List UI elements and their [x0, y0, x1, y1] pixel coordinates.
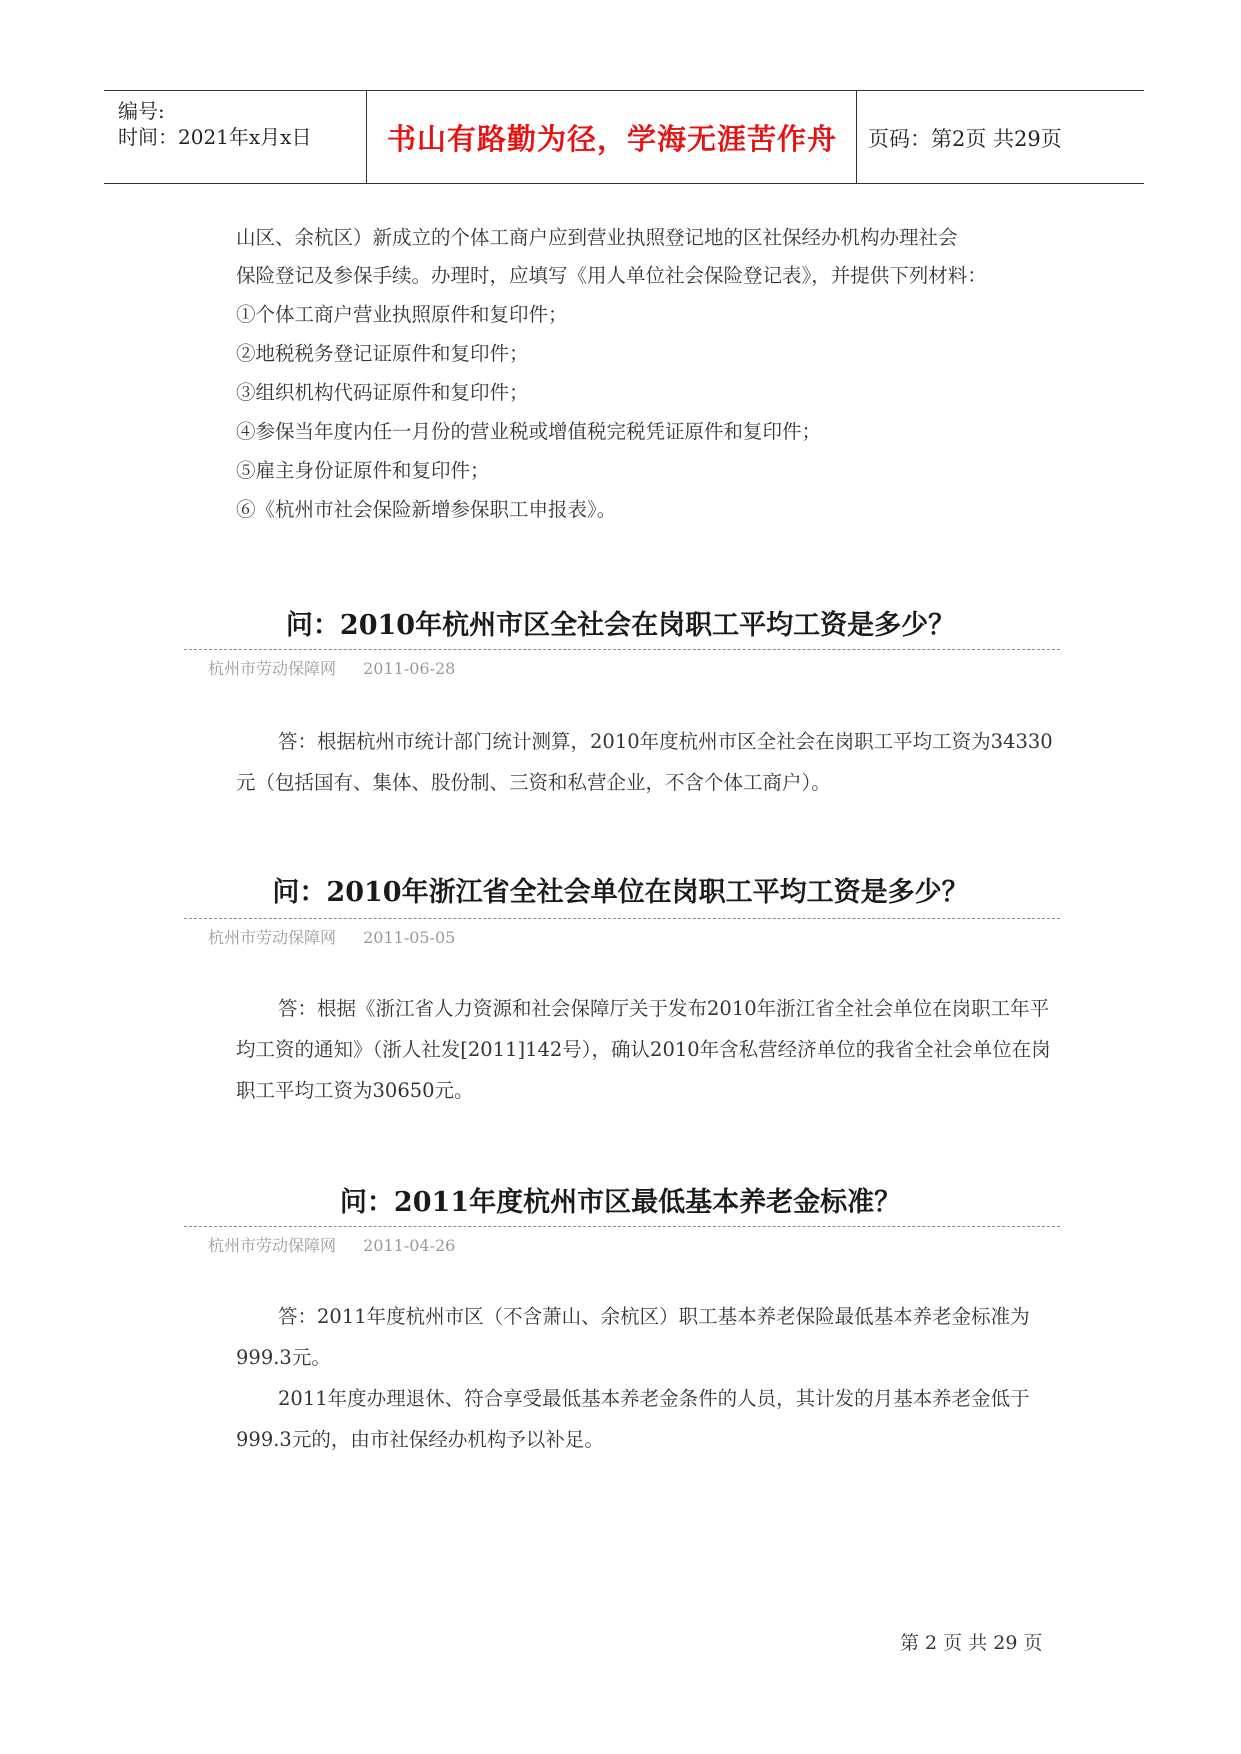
- answer-paragraph: 答：2011年度杭州市区（不含萧山、余杭区）职工基本养老保险最低基本养老金标准为999.3元。: [236, 1305, 1030, 1369]
- dashed-divider: [184, 918, 1060, 919]
- header-motto-cell: [368, 91, 857, 183]
- list-item: ①个体工商户营业执照原件和复印件；: [236, 303, 568, 326]
- header-left-cell: [104, 91, 367, 183]
- question-title: 问：2010年杭州市区全社会在岗职工平均工资是多少？: [285, 610, 956, 641]
- dashed-divider: [184, 1226, 1060, 1227]
- page-footer: 第 2 页 共 29 页: [900, 1632, 1043, 1654]
- answer-paragraph: 2011年度办理退休、符合享受最低基本养老金条件的人员，其计发的月基本养老金低于999.3元的，由市社保经办机构予以补足。: [236, 1387, 1030, 1451]
- question-title: 问：2010年浙江省全社会单位在岗职工平均工资是多少？: [272, 877, 969, 908]
- time-label: 时间：2021年x月x日: [118, 125, 312, 149]
- question-title: 问：2011年度杭州市区最低基本养老金标准？: [339, 1187, 902, 1218]
- article-meta: [208, 925, 455, 948]
- list-item: ③组织机构代码证原件和复印件；: [236, 381, 529, 404]
- publish-date: 2011-05-05: [363, 928, 456, 947]
- motto: 书山有路勤为径，学海无涯苦作舟: [386, 122, 837, 156]
- header-page-info: 页码：第2页 共29页: [868, 127, 1062, 151]
- header-right-cell: [858, 91, 1144, 183]
- intro-line: 保险登记及参保手续。办理时，应填写《用人单位社会保险登记表》，并提供下列材料：: [236, 264, 987, 287]
- intro-line: 山区、余杭区）新成立的个体工商户应到营业执照登记地的区社保经办机构办理社会: [236, 226, 958, 249]
- article-meta: [208, 1233, 455, 1256]
- source-label: 杭州市劳动保障网: [208, 928, 337, 947]
- answer-paragraph: 答：根据《浙江省人力资源和社会保障厅关于发布2010年浙江省全社会单位在岗职工年平均工资的通知》（浙人社发[2011]142号），确认2010年含私营经济单位的我省全社会单位在岗职工平均工资为30650元。: [236, 997, 1051, 1102]
- dashed-divider: [184, 649, 1060, 650]
- list-item: ⑥《杭州市社会保险新增参保职工申报表》。: [236, 498, 617, 521]
- article-meta: [208, 656, 455, 679]
- publish-date: 2011-06-28: [363, 659, 456, 678]
- answer-paragraph: 答：根据杭州市统计部门统计测算，2010年度杭州市区全社会在岗职工平均工资为34330元（包括国有、集体、股份制、三资和私营企业，不含个体工商户）。: [236, 730, 1053, 794]
- source-label: 杭州市劳动保障网: [208, 1236, 337, 1255]
- source-label: 杭州市劳动保障网: [208, 659, 337, 678]
- list-item: ④参保当年度内任一月份的营业税或增值税完税凭证原件和复印件；: [236, 420, 822, 443]
- list-item: ②地税税务登记证原件和复印件；: [236, 342, 529, 365]
- serial-number-label: 编号:: [118, 99, 165, 123]
- publish-date: 2011-04-26: [363, 1236, 456, 1255]
- page-header: [104, 90, 1144, 184]
- list-item: ⑤雇主身份证原件和复印件；: [236, 459, 490, 482]
